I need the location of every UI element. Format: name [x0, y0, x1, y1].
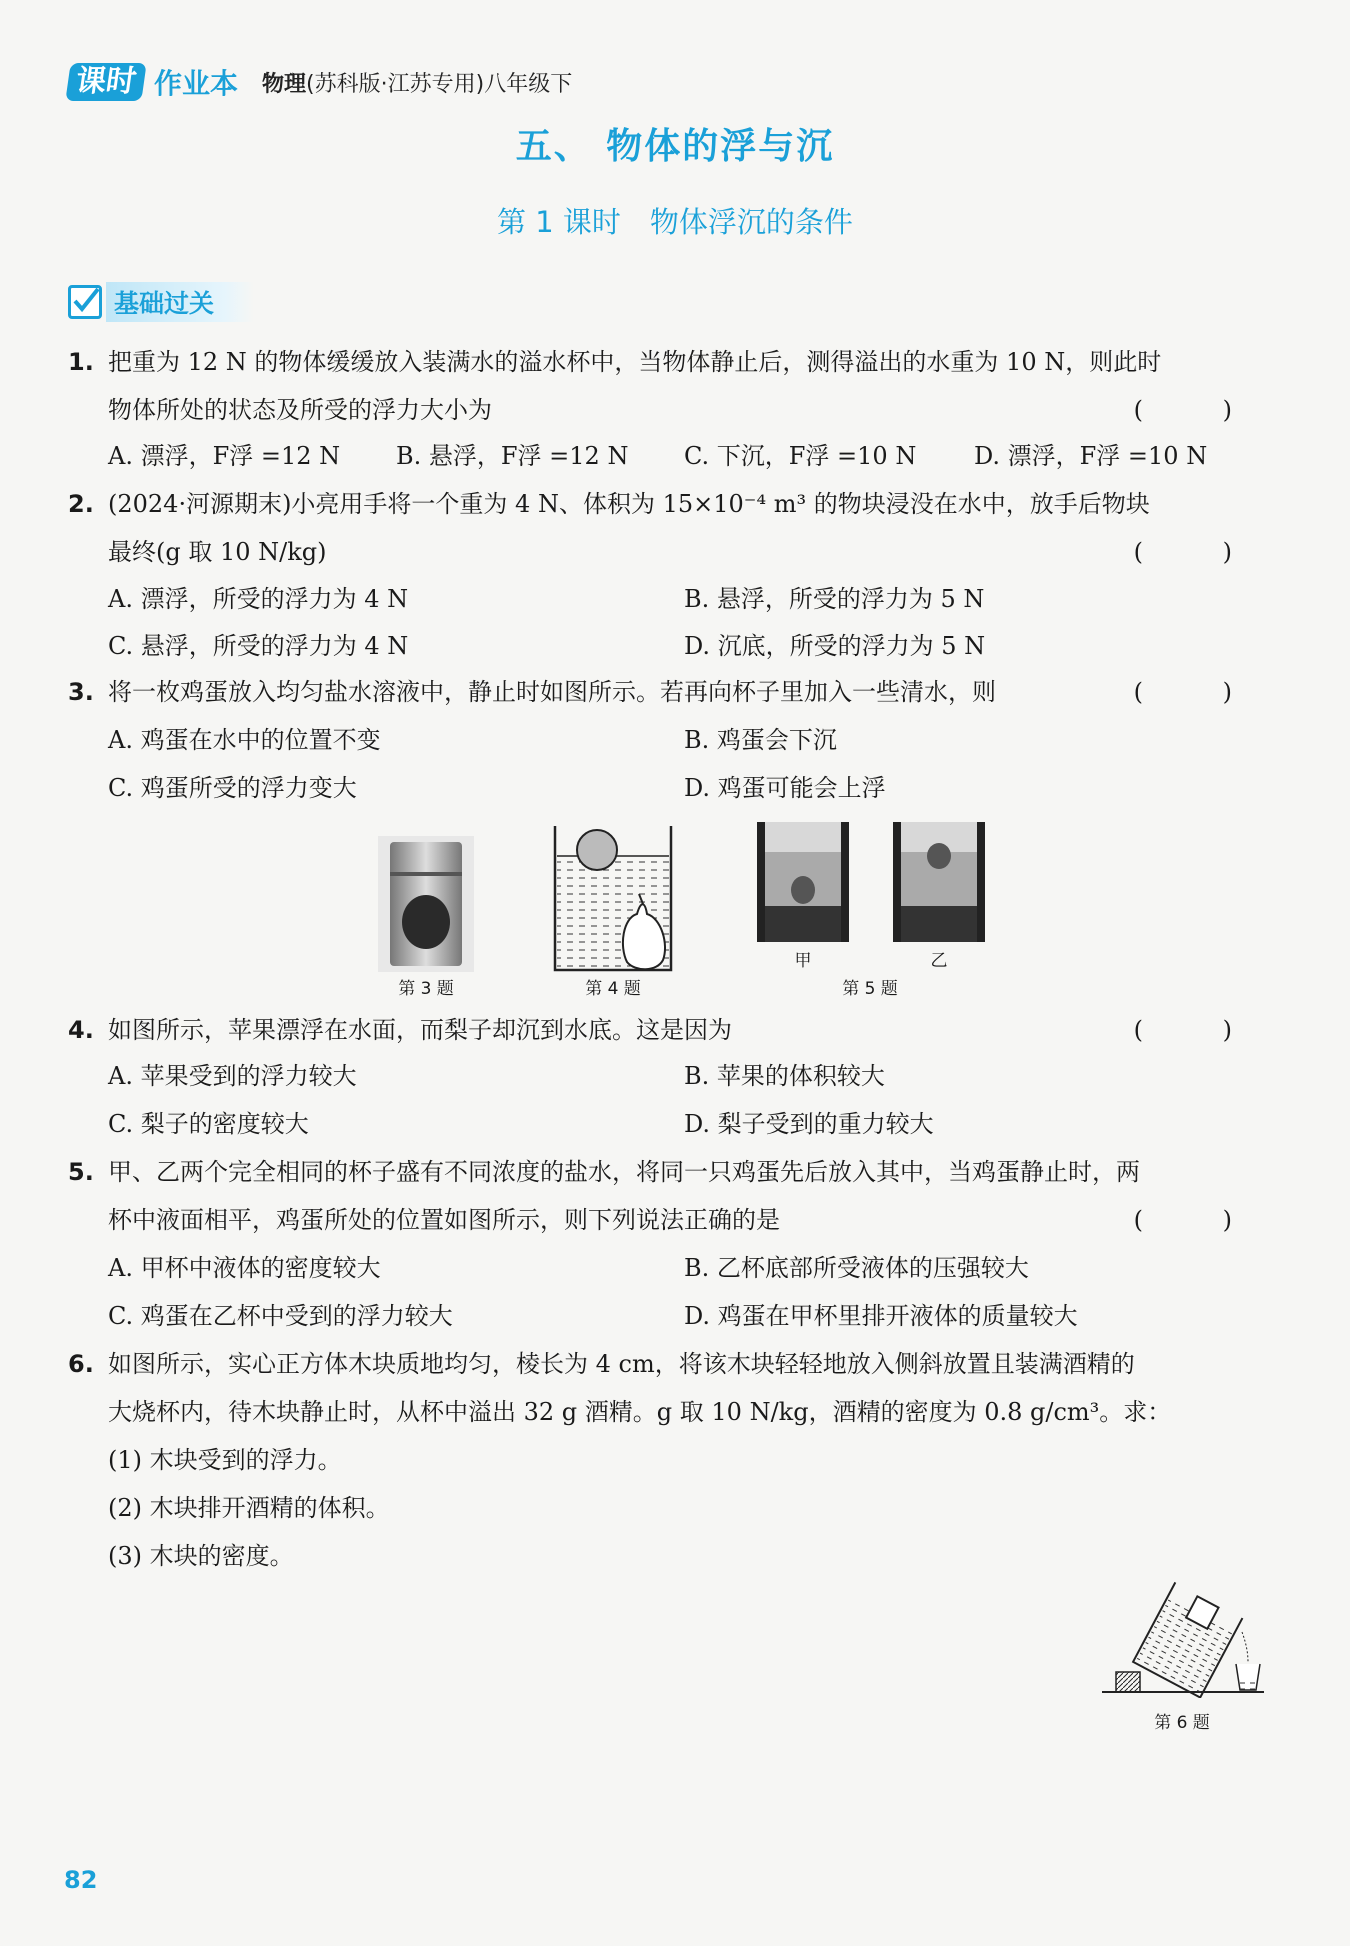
option-d: D. 梨子受到的重力较大 — [684, 1110, 934, 1138]
option-b: B. 乙杯底部所受液体的压强较大 — [684, 1254, 1029, 1282]
figure-3-caption: 第 3 题 — [398, 979, 454, 999]
page-title: 五、 物体的浮与沉 — [515, 126, 835, 167]
answer-blank: ( ) — [1133, 678, 1268, 706]
question-text: 大烧杯内，待木块静止时，从杯中溢出 32 g 酒精。g 取 10 N/kg，酒精的密度为 0.8 g/cm³。求： — [108, 1398, 1172, 1426]
question-number: 4. — [68, 1016, 94, 1044]
option-c: C. 梨子的密度较大 — [108, 1110, 309, 1138]
question-number: 3. — [68, 678, 94, 706]
figure-5-cup-b — [893, 822, 985, 942]
figure-6-tilted-beaker — [1098, 1578, 1266, 1698]
question-number: 6. — [68, 1350, 94, 1378]
figure-4-caption: 第 4 题 — [585, 979, 641, 999]
subject-rest: (苏科版·江苏专用)八年级下 — [306, 71, 573, 97]
option-c: C. 悬浮，所受的浮力为 4 N — [108, 632, 409, 660]
subject-bold: 物理 — [262, 71, 307, 97]
option-d: D. 鸡蛋在甲杯里排开液体的质量较大 — [684, 1302, 1078, 1330]
question-text: (2024·河源期末)小亮用手将一个重为 4 N、体积为 15×10⁻⁴ m³ 的物块浸没在水中，放手后物块 — [108, 490, 1150, 518]
question-text: 将一枚鸡蛋放入均匀盐水溶液中，静止时如图所示。若再向杯子里加入一些清水，则 — [108, 678, 996, 706]
question-text: 最终(g 取 10 N/kg) — [108, 538, 327, 566]
figure-5-caption: 第 5 题 — [842, 979, 898, 999]
question-text-line2 — [108, 1196, 1268, 1244]
checkbox-icon — [68, 285, 102, 319]
section-header — [68, 282, 254, 322]
option-d: D. 鸡蛋可能会上浮 — [684, 774, 886, 802]
page-number: 82 — [64, 1866, 98, 1894]
option-a: A. 鸡蛋在水中的位置不变 — [108, 726, 381, 754]
option-b: B. 悬浮，所受的浮力为 5 N — [684, 585, 985, 613]
sub-question-1: (1) 木块受到的浮力。 — [108, 1446, 342, 1474]
option-a: A. 漂浮，所受的浮力为 4 N — [108, 585, 409, 613]
answer-blank: ( ) — [1133, 1016, 1268, 1044]
option-c: C. 鸡蛋所受的浮力变大 — [108, 774, 357, 802]
figure-5-cup-a — [757, 822, 849, 942]
sub-question-2: (2) 木块排开酒精的体积。 — [108, 1494, 390, 1522]
question-text: 把重为 12 N 的物体缓缓放入装满水的溢水杯中，当物体静止后，测得溢出的水重为 10 N，则此时 — [108, 348, 1162, 376]
option-d: D. 漂浮，F浮 =10 N — [974, 442, 1208, 470]
question-3 — [68, 668, 1268, 716]
subject-line — [262, 67, 572, 98]
figure-5-label-b: 乙 — [930, 951, 948, 971]
question-number: 1. — [68, 348, 94, 376]
question-text: 物体所处的状态及所受的浮力大小为 — [108, 396, 492, 424]
header — [68, 60, 572, 104]
question-text: 如图所示，苹果漂浮在水面，而梨子却沉到水底。这是因为 — [108, 1016, 732, 1044]
question-text: 杯中液面相平，鸡蛋所处的位置如图所示，则下列说法正确的是 — [108, 1206, 780, 1234]
sub-question-3: (3) 木块的密度。 — [108, 1542, 294, 1570]
figure-6-caption: 第 6 题 — [1154, 1713, 1210, 1733]
question-text-line2 — [108, 386, 1268, 434]
question-4 — [68, 1006, 1268, 1054]
question-text-line1 — [108, 1006, 1268, 1054]
question-6 — [68, 1340, 1268, 1580]
question-5 — [68, 1148, 1268, 1244]
option-d: D. 沉底，所受的浮力为 5 N — [684, 632, 986, 660]
figure-3-egg-glass — [378, 836, 474, 972]
question-2 — [68, 480, 1268, 576]
question-text: 如图所示，实心正方体木块质地均匀，棱长为 4 cm，将该木块轻轻地放入侧斜放置且装满酒精的 — [108, 1350, 1135, 1378]
question-1 — [68, 338, 1268, 434]
question-text-line2 — [108, 528, 1268, 576]
question-number: 5. — [68, 1158, 94, 1186]
option-c: C. 下沉，F浮 =10 N — [684, 442, 917, 470]
question-text-line1 — [108, 668, 1268, 716]
option-a: A. 甲杯中液体的密度较大 — [108, 1254, 381, 1282]
section-label: 基础过关 — [106, 282, 254, 322]
brand-logo: 课时 — [65, 63, 146, 101]
question-number: 2. — [68, 490, 94, 518]
answer-blank: ( ) — [1133, 396, 1268, 424]
brand-text: 作业本 — [154, 67, 239, 100]
option-a: A. 漂浮，F浮 =12 N — [108, 442, 341, 470]
option-b: B. 苹果的体积较大 — [684, 1062, 885, 1090]
answer-blank: ( ) — [1133, 538, 1268, 566]
option-c: C. 鸡蛋在乙杯中受到的浮力较大 — [108, 1302, 453, 1330]
figure-4-apple-pear — [553, 826, 673, 972]
option-b: B. 鸡蛋会下沉 — [684, 726, 837, 754]
option-b: B. 悬浮，F浮 =12 N — [396, 442, 629, 470]
option-a: A. 苹果受到的浮力较大 — [108, 1062, 357, 1090]
lesson-subtitle: 第 1 课时 物体浮沉的条件 — [497, 205, 853, 239]
figure-5-label-a: 甲 — [794, 951, 812, 971]
question-text: 甲、乙两个完全相同的杯子盛有不同浓度的盐水，将同一只鸡蛋先后放入其中，当鸡蛋静止时，两 — [108, 1158, 1140, 1186]
answer-blank: ( ) — [1133, 1206, 1268, 1234]
